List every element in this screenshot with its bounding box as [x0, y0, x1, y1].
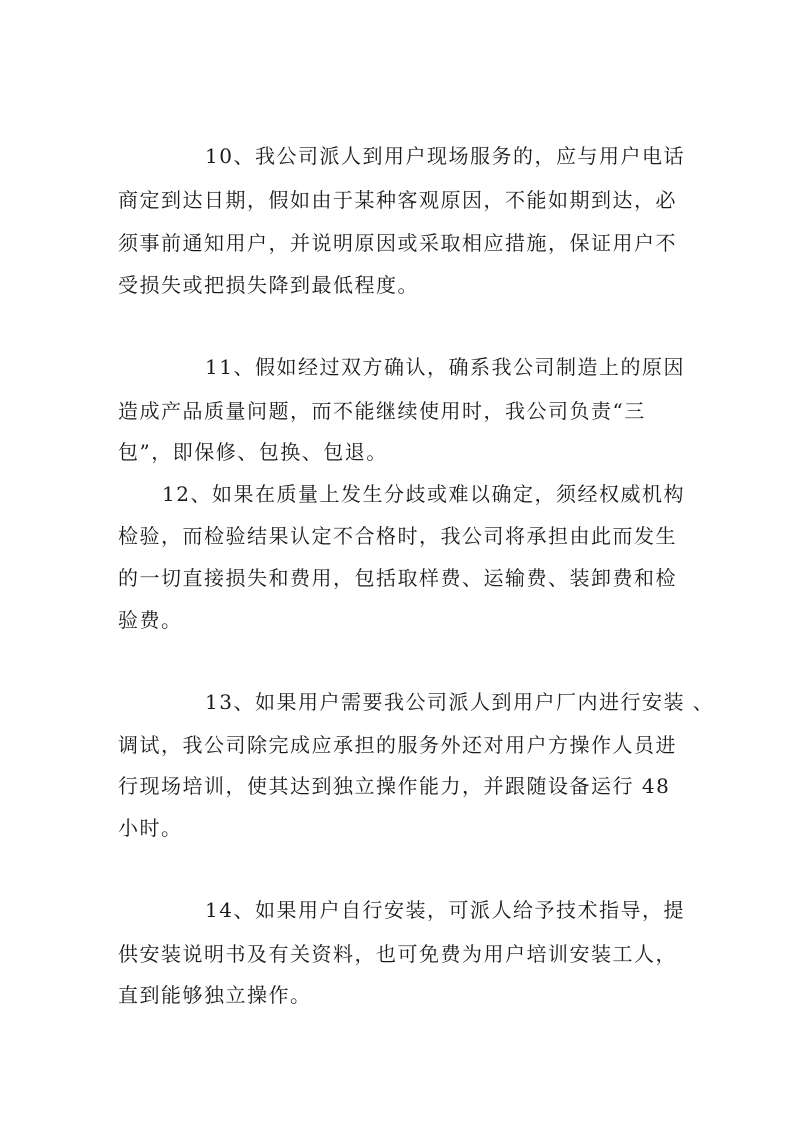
- item-10-line-1: 10、我公司派人到用户现场服务的，应与用户电话: [205, 144, 685, 168]
- item-12-line-4: 验费。: [118, 608, 183, 632]
- item-10-line-4: 受损失或把损失降到最低程度。: [118, 273, 419, 297]
- item-14-line-1: 14、如果用户自行安装，可派人给予技术指导，提: [205, 898, 685, 922]
- item-12-line-2: 检验，而检验结果认定不合格时，我公司将承担由此而发生: [118, 524, 677, 548]
- item-10-line-2: 商定到达日期，假如由于某种客观原因，不能如期到达，必: [118, 188, 677, 212]
- item-11-line-1: 11、假如经过双方确认，确系我公司制造上的原因: [205, 355, 685, 379]
- item-12-line-3: 的一切直接损失和费用，包括取样费、运输费、装卸费和检: [118, 566, 677, 590]
- item-12-line-1: 12、如果在质量上发生分歧或难以确定，须经权威机构: [162, 482, 685, 506]
- item-10-line-3: 须事前通知用户，并说明原因或采取相应措施，保证用户不: [118, 231, 677, 255]
- item-14-line-2: 供安装说明书及有关资料，也可免费为用户培训安装工人，: [118, 942, 677, 966]
- item-13-line-4: 小时。: [118, 816, 183, 840]
- item-13-line-3: 行现场培训，使其达到独立操作能力，并跟随设备运行 48: [118, 774, 671, 798]
- item-14-line-3: 直到能够独立操作。: [118, 983, 312, 1007]
- item-13-line-1: 13、如果用户需要我公司派人到用户厂内进行安装 、: [205, 690, 715, 714]
- item-13-line-2: 调试，我公司除完成应承担的服务外还对用户方操作人员进: [118, 733, 677, 757]
- item-11-line-2: 造成产品质量问题，而不能继续使用时，我公司负责“三: [118, 399, 646, 423]
- item-11-line-3: 包”，即保修、包换、包退。: [118, 440, 388, 464]
